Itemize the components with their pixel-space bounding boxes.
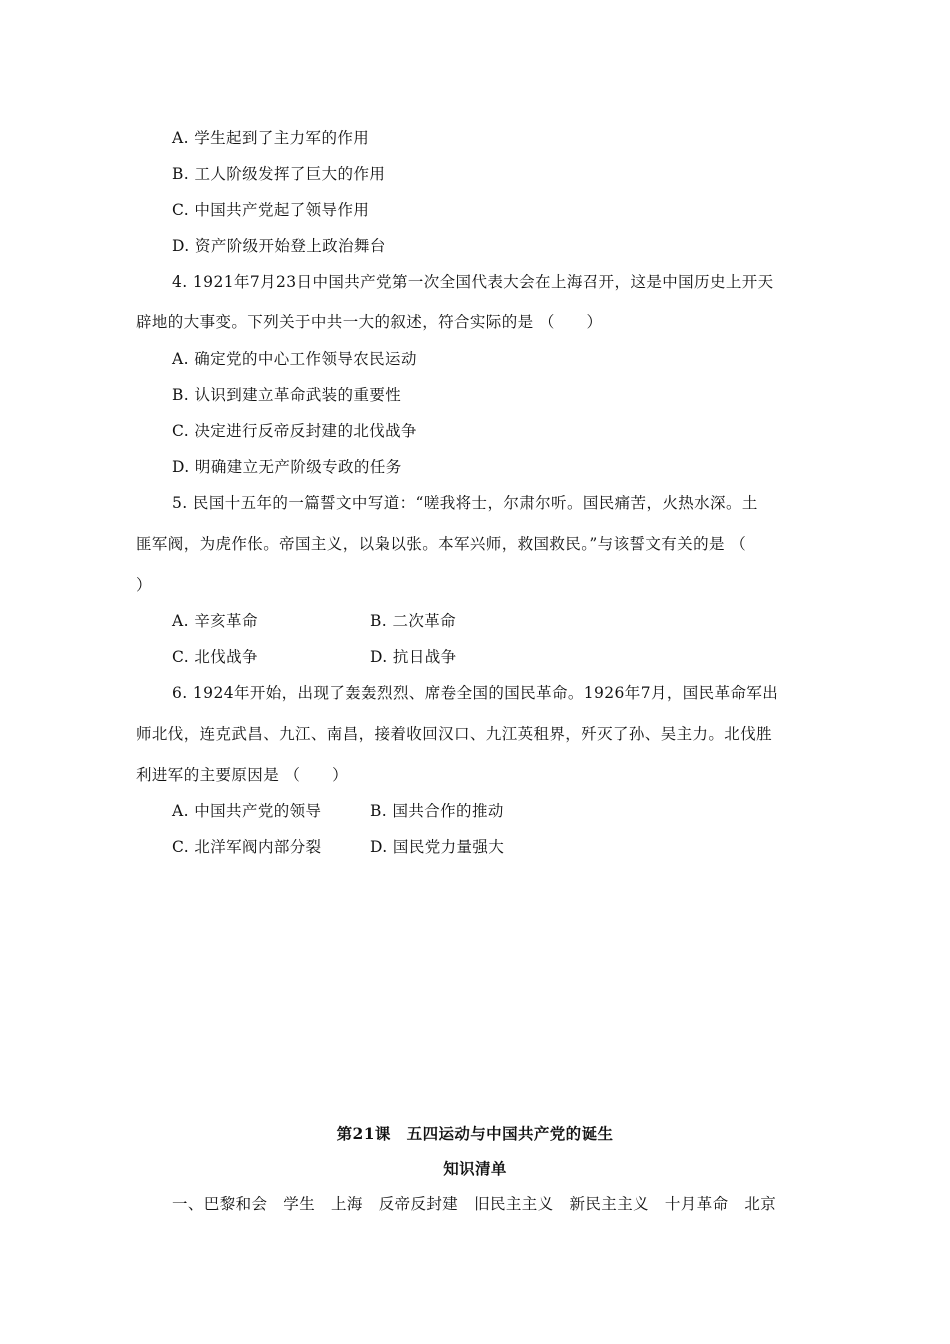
q6-option-b: B. 国共合作的推动 <box>370 802 504 820</box>
q5-option-d: D. 抗日战争 <box>370 648 457 666</box>
q5-option-b: B. 二次革命 <box>370 612 457 630</box>
q4-option-c: C. 决定进行反帝反封建的北伐战争 <box>172 422 417 440</box>
q4-stem-line2: 辟地的大事变。下列关于中共一大的叙述，符合实际的是 （ ） <box>136 313 603 331</box>
q4-option-b: B. 认识到建立革命武装的重要性 <box>172 386 402 404</box>
q5-option-c: C. 北伐战争 <box>172 648 258 666</box>
lesson-title: 第21课 五四运动与中国共产党的诞生 <box>336 1124 614 1143</box>
q5-option-a: A. 辛亥革命 <box>172 612 258 630</box>
q6-option-a: A. 中国共产党的领导 <box>172 802 322 820</box>
q4-option-d: D. 明确建立无产阶级专政的任务 <box>172 458 402 476</box>
q3-option-d: D. 资产阶级开始登上政治舞台 <box>172 237 386 255</box>
q3-option-a: A. 学生起到了主力军的作用 <box>172 129 370 147</box>
q6-stem-line3: 利进军的主要原因是 （ ） <box>136 766 349 784</box>
section-title: 知识清单 <box>443 1159 507 1178</box>
q6-option-d: D. 国民党力量强大 <box>370 838 505 856</box>
q4-stem-line1: 4. 1921年7月23日中国共产党第一次全国代表大会在上海召开，这是中国历史上开天 <box>172 273 774 291</box>
q6-option-c: C. 北洋军阀内部分裂 <box>172 838 322 856</box>
q5-stem-line1: 5. 民国十五年的一篇誓文中写道：“嗟我将士，尔肃尔听。国民痛苦，火热水深。土 <box>172 494 758 512</box>
q5-stem-line3: ） <box>136 576 152 594</box>
q3-option-c: C. 中国共产党起了领导作用 <box>172 201 370 219</box>
q3-option-b: B. 工人阶级发挥了巨大的作用 <box>172 165 386 183</box>
q6-stem-line2: 师北伐，连克武昌、九江、南昌，接着收回汉口、九江英租界，歼灭了孙、吴主力。北伐胜 <box>136 725 773 743</box>
q6-stem-line1: 6. 1924年开始，出现了轰轰烈烈、席卷全国的国民革命。1926年7月，国民革命军出 <box>172 684 779 702</box>
q4-option-a: A. 确定党的中心工作领导农民运动 <box>172 350 417 368</box>
answer-line: 一、巴黎和会 学生 上海 反帝反封建 旧民主主义 新民主主义 十月革命 北京 <box>172 1195 777 1213</box>
q5-stem-line2: 匪军阀，为虎作伥。帝国主义，以枭以张。本军兴师，救国救民。”与该誓文有关的是 （ <box>136 535 747 553</box>
